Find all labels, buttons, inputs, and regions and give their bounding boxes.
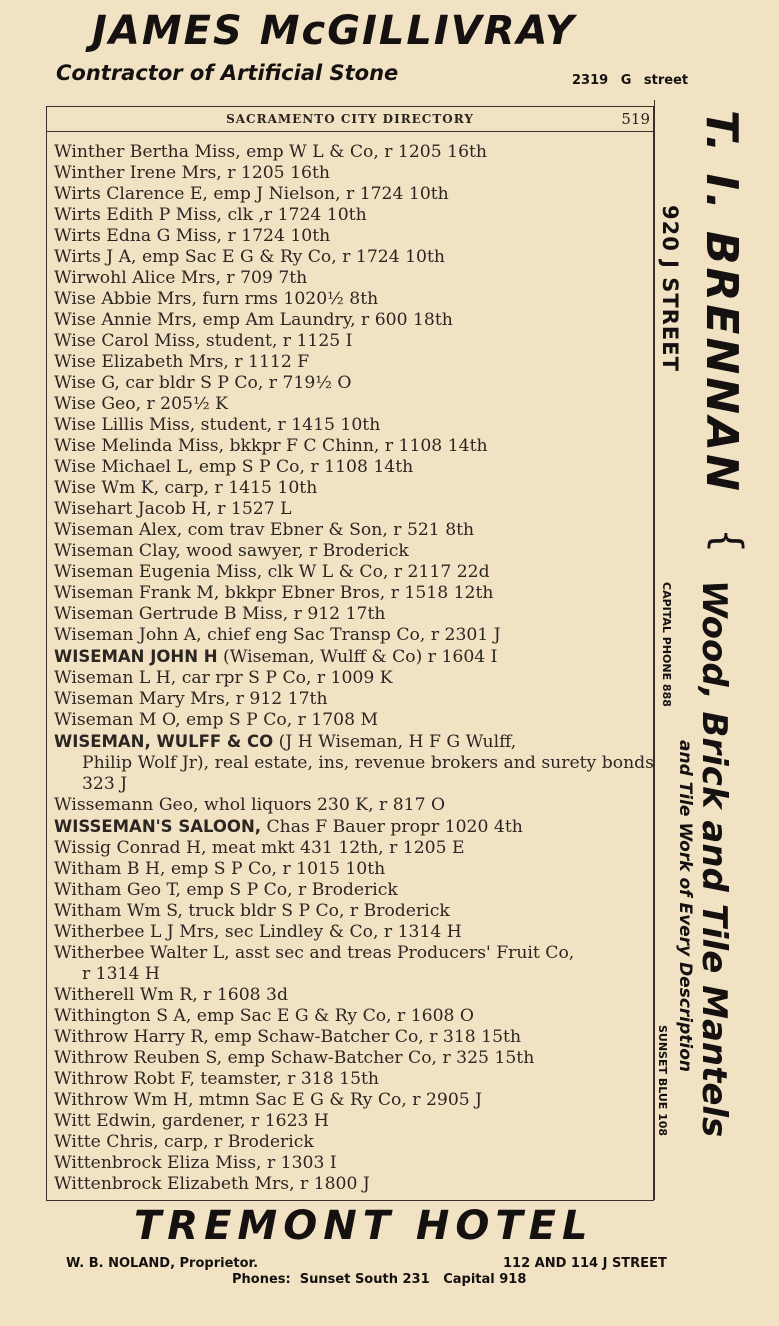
directory-entry [54,1048,654,1069]
directory-entry [54,689,654,710]
entry-bold-name: WISEMAN, WULFF & CO [54,732,274,751]
directory-entry [54,710,654,731]
directory-entry [54,838,654,859]
directory-entry [54,457,654,478]
directory-entry [54,478,654,499]
side-ad-description: and Tile Work of Every Description [675,740,695,1073]
entry-text: Wiseman John A, chief eng Sac Transp Co, r 2301 J [54,625,501,645]
directory-entry [54,583,654,604]
directory-entry [54,436,654,457]
entry-text: Wise Elizabeth Mrs, r 1112 F [54,352,310,372]
hotel-name: TREMONT HOTEL [134,1203,594,1249]
directory-entry [54,1111,654,1132]
entry-text: Witherbee Walter L, asst sec and treas Producers' Fruit Co, [54,943,575,963]
hotel-proprietor: W. B. NOLAND, Proprietor. [66,1256,259,1271]
directory-entry [54,795,654,816]
entry-text: Wise Abbie Mrs, furn rms 1020½ 8th [54,289,379,309]
side-ad-mantels: Wood, Brick and Tile Mantels [694,580,734,1138]
entry-bold-name: WISSEMAN'S SALOON, [54,817,262,836]
directory-entry [54,1153,654,1174]
directory-entry [54,268,654,289]
directory-entry [54,394,654,415]
directory-entry [54,352,654,373]
directory-entry [54,1090,654,1111]
side-ad-capital-phone: CAPITAL PHONE 888 [660,582,673,707]
directory-entry [54,142,654,163]
directory-entry [54,520,654,541]
entry-text: Wise Melinda Miss, bkkpr F C Chinn, r 1108 14th [54,436,488,456]
directory-entry [54,646,654,668]
advertiser-tagline: Contractor of Artificial Stone [56,61,399,85]
directory-entry [54,289,654,310]
entry-text: Withington S A, emp Sac E G & Ry Co, r 1608 O [54,1006,474,1026]
directory-entry [54,1069,654,1090]
page-number: 519 [621,110,650,128]
entry-text: Wissemann Geo, whol liquors 230 K, r 817 O [54,795,446,815]
entry-text: Wise Carol Miss, student, r 1125 I [54,331,353,351]
advertiser-name: JAMES McGILLIVRAY [92,8,576,54]
entry-text: Wiseman Gertrude B Miss, r 912 17th [54,604,386,624]
entry-text: Chas F Bauer propr 1020 4th [261,817,523,837]
directory-entry [54,604,654,625]
running-head [46,110,654,132]
entry-text: Wirts Edna G Miss, r 1724 10th [54,226,331,246]
entry-text: Withrow Harry R, emp Schaw-Batcher Co, r 318 15th [54,1027,522,1047]
entry-text: Wise Lillis Miss, student, r 1415 10th [54,415,381,435]
directory-entry [54,816,654,838]
directory-entry [54,205,654,226]
directory-entry [54,541,654,562]
advertiser-address: 2319 G street [572,73,689,88]
entry-text: Wiseman Clay, wood sawyer, r Broderick [54,541,409,561]
directory-entry [54,668,654,689]
entry-text: Wittenbrock Elizabeth Mrs, r 1800 J [54,1174,370,1194]
directory-entry [54,625,654,646]
entry-text: Witham Geo T, emp S P Co, r Broderick [54,880,398,900]
entry-bold-name: WISEMAN JOHN H [54,647,218,666]
directory-entry [54,373,654,394]
directory-entry [54,310,654,331]
entry-text: Witherbee L J Mrs, sec Lindley & Co, r 1314 H [54,922,462,942]
entry-text: Wise Geo, r 205½ K [54,394,228,414]
entry-text: Wirts Edith P Miss, clk ,r 1724 10th [54,205,367,225]
entry-text: Wisehart Jacob H, r 1527 L [54,499,292,519]
entry-text: Wise G, car bldr S P Co, r 719½ O [54,373,352,393]
entry-continuation: r 1314 H [82,964,160,984]
directory-entry [54,1027,654,1048]
entry-text: Withrow Robt F, teamster, r 318 15th [54,1069,379,1089]
entry-text: Wirts Clarence E, emp J Nielson, r 1724 10th [54,184,449,204]
directory-entry [54,985,654,1006]
entry-text: Wise Annie Mrs, emp Am Laundry, r 600 18th [54,310,453,330]
entry-continuation: Philip Wolf Jr), real estate, ins, revenue brokers and surety bonds 323 J [82,753,654,794]
directory-entry [54,562,654,583]
entry-text: Wissig Conrad H, meat mkt 431 12th, r 1205 E [54,838,465,858]
directory-entry [54,859,654,880]
directory-entry [54,922,654,943]
entry-text: Witte Chris, carp, r Broderick [54,1132,314,1152]
side-ad-name: T. I. BRENNAN [696,110,747,494]
entry-text: (Wiseman, Wulff & Co) r 1604 I [217,647,498,667]
side-ad-brace: { [704,528,750,554]
directory-entry [54,499,654,520]
entry-text: Wiseman Mary Mrs, r 912 17th [54,689,328,709]
directory-entry [54,943,654,985]
entry-text: Witt Edwin, gardener, r 1623 H [54,1111,329,1131]
directory-entry [54,247,654,268]
directory-entry [54,331,654,352]
entry-text: Wiseman Frank M, bkkpr Ebner Bros, r 1518 12th [54,583,494,603]
entry-text: Wise Wm K, carp, r 1415 10th [54,478,318,498]
directory-entry [54,163,654,184]
directory-entry [54,901,654,922]
directory-entry [54,880,654,901]
directory-entry [54,415,654,436]
directory-title: SACRAMENTO CITY DIRECTORY [226,112,474,126]
entry-text: Wiseman L H, car rpr S P Co, r 1009 K [54,668,393,688]
entry-text: Wirwohl Alice Mrs, r 709 7th [54,268,308,288]
side-ad-address: 920 J STREET [658,205,682,372]
entry-text: Winther Irene Mrs, r 1205 16th [54,163,330,183]
entry-text: Wirts J A, emp Sac E G & Ry Co, r 1724 10th [54,247,445,267]
entry-text: Winther Bertha Miss, emp W L & Co, r 1205 16th [54,142,487,162]
entry-text: Wiseman M O, emp S P Co, r 1708 M [54,710,379,730]
entry-text: Witherell Wm R, r 1608 3d [54,985,288,1005]
side-ad-sunset-phone: SUNSET BLUE 108 [656,1025,669,1137]
directory-entry [54,1006,654,1027]
top-advertisement [0,0,779,100]
hotel-address: 112 AND 114 J STREET [503,1256,667,1271]
entry-text: (J H Wiseman, H F G Wulff, [273,732,517,752]
entry-text: Wiseman Alex, com trav Ebner & Son, r 521 8th [54,520,475,540]
entry-text: Withrow Reuben S, emp Schaw-Batcher Co, r 325 15th [54,1048,535,1068]
entry-text: Withrow Wm H, mtmn Sac E G & Ry Co, r 2905 J [54,1090,483,1110]
entry-text: Wittenbrock Eliza Miss, r 1303 I [54,1153,337,1173]
entry-text: Wise Michael L, emp S P Co, r 1108 14th [54,457,414,477]
directory-entry [54,226,654,247]
entry-text: Witham Wm S, truck bldr S P Co, r Broderick [54,901,450,921]
entry-text: Wiseman Eugenia Miss, clk W L & Co, r 2117 22d [54,562,490,582]
directory-entry [54,1174,654,1195]
directory-entry [54,184,654,205]
entry-text: Witham B H, emp S P Co, r 1015 10th [54,859,386,879]
hotel-phones: Phones: Sunset South 231 Capital 918 [232,1272,527,1287]
directory-entry [54,1132,654,1153]
directory-entries [54,142,654,1195]
directory-entry [54,731,654,795]
